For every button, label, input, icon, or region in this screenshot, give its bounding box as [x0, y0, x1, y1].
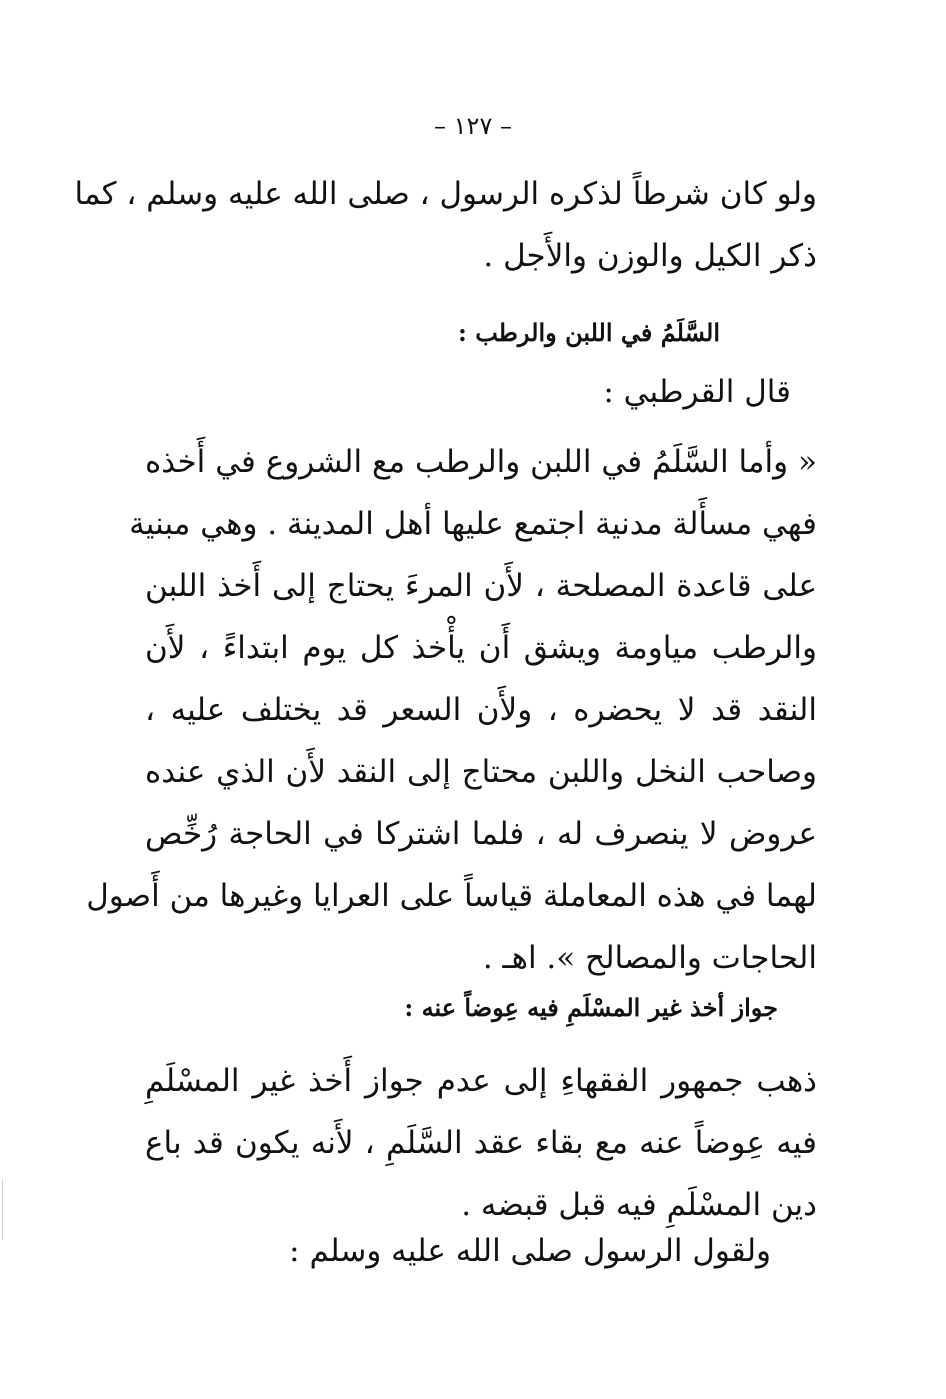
page-number: – ١٢٧ –	[434, 112, 512, 140]
paragraph-line: ذهب جمهور الفقهاءِ إلى عدم جواز أَخذ غير المسْلَمِ	[145, 1063, 817, 1099]
paragraph-line: على قاعدة المصلحة ، لأَن المرءَ يحتاج إلى أَخذ اللبن	[145, 568, 817, 604]
paragraph-2-quotation	[86, 431, 817, 989]
paragraph-line: الحاجات والمصالح ». اهـ .	[482, 940, 817, 976]
paragraph-1	[74, 163, 817, 287]
paragraph-line: فهي مسأَلة مدنية اجتمع عليها أهل المدينة . وهي مبنية	[129, 506, 817, 542]
scan-edge-mark	[2, 1180, 3, 1240]
paragraph-line: دين المسْلَمِ فيه قبل قبضه .	[461, 1187, 817, 1223]
paragraph-line: فيه عِوضاً عنه مع بقاء عقد السَّلَمِ ، لأَنه يكون قد باع	[145, 1125, 817, 1161]
paragraph-line: لهما في هذه المعاملة قياساً على العرايا وغيرها من أَصول	[86, 878, 817, 914]
paragraph-3	[145, 1050, 817, 1236]
paragraph-line: عروض لا ينصرف له ، فلما اشتركا في الحاجة رُخِّص	[145, 816, 817, 852]
paragraph-line: ذكر الكيل والوزن والأَجل .	[483, 238, 817, 274]
section-heading-salam-milk-dates: السَّلَمُ في اللبن والرطب :	[458, 318, 720, 347]
paragraph-line: النقد قد لا يحضره ، ولأَن السعر قد يختلف عليه ،	[145, 692, 817, 728]
paragraph-line: وصاحب النخل واللبن محتاج إلى النقد لأَن الذي عنده	[145, 754, 817, 790]
quote-intro: قال القرطبي :	[603, 374, 791, 410]
paragraph-line: ولو كان شرطاً لذكره الرسول ، صلى الله عليه وسلم ، كما	[74, 176, 817, 212]
paragraph-line: « وأما السَّلَمُ في اللبن والرطب مع الشروع في أَخذه	[145, 444, 817, 480]
paragraph-line: والرطب مياومة ويشق أَن يأْخذ كل يوم ابتداءً ، لأَن	[145, 630, 817, 666]
section-heading-substitute: جواز أخذ غير المسْلَمِ فيه عِوضاً عنه :	[404, 993, 778, 1022]
closing-line: ولقول الرسول صلى الله عليه وسلم :	[289, 1233, 771, 1269]
